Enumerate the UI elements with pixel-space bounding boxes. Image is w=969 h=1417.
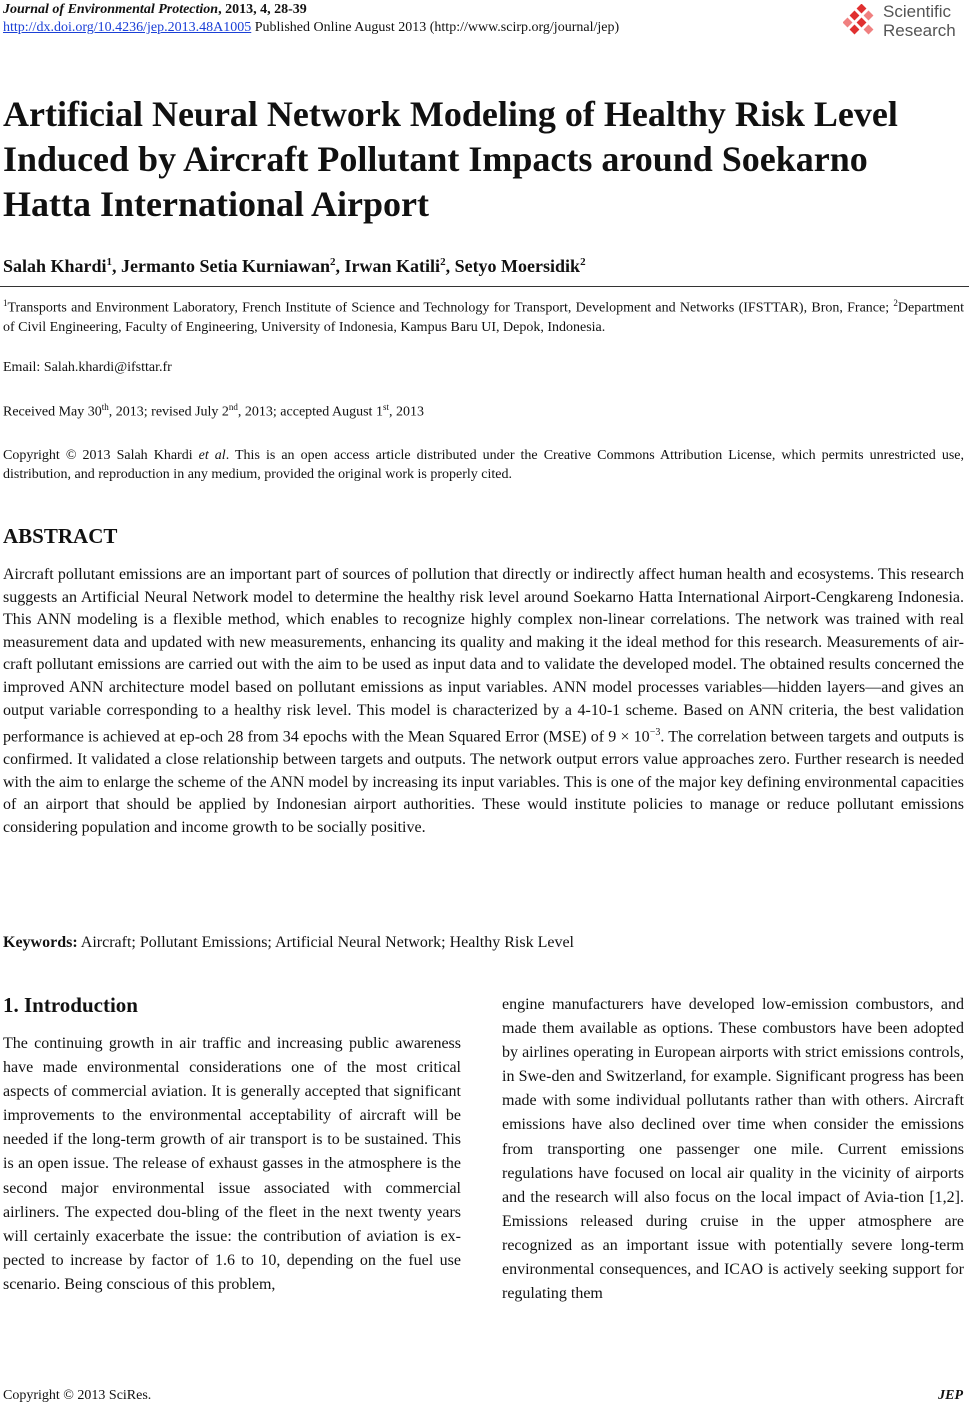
copyright-etal: et al <box>198 448 226 463</box>
abstract-text-b: . The correlation between targets and outputs is confirmed. It validated a close relationship between targets and outputs. The network output errors value approaches zero. Further research is needed with the aim to enlarge the scheme of the ANN model by increasing its input variables. This is one of the major key defining environmental capacities of an airport that should be applied by Indonesian airport authorities. These would institute policies to manage or reduce pollutant emissions considering population and income growth to be socially positive. <box>3 728 965 836</box>
doi-link[interactable]: http://dx.doi.org/10.4236/jep.2013.48A1005 <box>3 20 252 35</box>
keywords-text: Aircraft; Pollutant Emissions; Artificial Neural Network; Healthy Risk Level <box>77 934 574 951</box>
received-dates <box>3 402 424 421</box>
received-sup-b: nd <box>228 402 238 412</box>
journal-citation <box>3 2 307 18</box>
footer-copyright: Copyright © 2013 SciRes. <box>3 1388 152 1403</box>
received-sup-a: th <box>101 402 109 412</box>
affiliation-1: Transports and Environment Laboratory, French Institute of Science and Technology for Transport, Development and Networks (IFSTTAR), Bron, France; <box>7 300 894 316</box>
journal-volume: , 2013, 4, 28-39 <box>218 2 307 17</box>
copyright-text-b: . This is an open access article distributed under the Creative Commons Attribution License, which permits unrestricted use, distribution, and reproduction in any medium, provided the original work is properly cited. <box>3 448 964 482</box>
footer-journal-abbr: JEP <box>938 1388 963 1403</box>
copyright-notice <box>3 446 964 484</box>
paper-title: Artificial Neural Network Modeling of Healthy Risk Level Induced by Aircraft Pollutant Impacts around Soekarno Hatta International Airport <box>3 94 898 224</box>
received-sup-c: st <box>382 402 389 412</box>
scientific-research-logo-icon <box>843 4 877 38</box>
author-affiliation-mark: 2 <box>440 256 446 268</box>
intro-column-right: engine manufacturers have developed low-emission combustors, and made them available as options. These combustors have been adopted by airlines operating in European airports with strict emissions controls, in Swe-den and Switzerland, for example. Significant progress has been made with some individual pollutants rather than with others. Aircraft emissions have also declined over time when consider the emissions from transporting one passenger one mile. Current emissions regulations have focused on local air quality in the vicinity of airports and the research will also focus on the local impact of Avia-tion [1,2]. Emissions released during cruise in the upper atmosphere are recognized as an important issue with potentially severe long-term environmental consequences, and ICAO is actively seeking support for regulating them <box>502 996 964 1303</box>
section-heading-introduction: 1. Introduction <box>3 993 138 1017</box>
author-name: Salah Khardi <box>3 256 107 276</box>
intro-column-left: The continuing growth in air traffic and increasing public awareness have made environmental considerations one of the most critical aspects of commercial aviation. It is generally accepted that significant improvements to the environmental acceptability of aircraft will be needed if the long-term growth of air transport is to be sustained. This is an open issue. The release of exhaust gasses in the atmosphere is the second major environmental issue associated with commercial airliners. The expected dou-bling of the fleet in the next twenty years will certainly exacerbate the issue: the contribution of aviation is ex-pected to increase by factor of 1.6 to 10, depending on the fuel use scenario. Being conscious of this problem, <box>3 1035 461 1293</box>
author-separator: , <box>112 256 122 276</box>
logo-line-1: Scientific <box>883 2 952 21</box>
author-affiliation-mark: 2 <box>330 256 336 268</box>
keywords-label: Keywords: <box>3 934 78 951</box>
logo-wordmark <box>883 2 956 40</box>
copyright-text-a: Copyright © 2013 Salah Khardi <box>3 448 199 463</box>
affiliation-mark-2: 2 <box>893 298 898 308</box>
contact-email: Email: Salah.khardi@ifsttar.fr <box>3 360 172 375</box>
author-affiliation-mark: 2 <box>580 256 586 268</box>
logo-line-2: Research <box>883 21 956 40</box>
abstract-heading: ABSTRACT <box>3 524 118 548</box>
doi-line <box>3 20 619 36</box>
received-text-c: , 2013; accepted August 1 <box>237 404 383 420</box>
abstract-exponent: −3 <box>649 727 661 739</box>
received-text-b: , 2013; revised July 2 <box>108 404 229 420</box>
abstract-body <box>3 564 964 839</box>
affiliations <box>3 294 964 337</box>
affiliation-2: Department of Civil Engineering, Faculty of Engineering, University of Indonesia, Kampus Baru UI, Depok, Indonesia. <box>3 300 964 335</box>
abstract-text-a: Aircraft pollutant emissions are an important part of sources of pollution that directly or indirectly affect human health and ecosystems. This research suggests an Artificial Neural Network model to determine the healthy risk level around Soekarno Hatta International Airport-Cengkareng Indonesia. This ANN modeling is a flexible method, which enables to recognize highly complex non-linear correlations. The network was trained with real measurement data and updated with new measurements, enhancing its quality and making it the ideal method for this research. Measurements of air-craft pollutant emissions are carried out with the aim to be used as input data and to validate the developed model. The obtained results concerned the improved ANN architecture model based on pollutant emissions as input variables. ANN model processes variables—hidden layers—and gives an output variable corresponding to a healthy risk level. This model is characterized by a 4-10-1 scheme. Based on ANN criteria, the best validation performance is achieved at ep-och 28 from 34 epochs with the Mean Squared Error (MSE) of 9 × 10 <box>3 566 964 746</box>
author-separator: , <box>335 256 345 276</box>
keywords <box>3 934 574 952</box>
publisher-logo <box>843 2 963 42</box>
received-text-a: Received May 30 <box>3 404 102 420</box>
author-affiliation-mark: 1 <box>106 256 113 268</box>
author-name: Setyo Moersidik <box>454 256 581 276</box>
author-list <box>3 256 586 277</box>
author-name: Irwan Katili <box>344 256 441 276</box>
journal-title: Journal of Environmental Protection <box>3 2 219 17</box>
author-name: Jermanto Setia Kurniawan <box>121 256 331 276</box>
published-online: Published Online August 2013 (http://www.scirp.org/journal/jep) <box>251 20 620 35</box>
affiliation-mark-1: 1 <box>3 298 8 308</box>
divider <box>0 286 969 287</box>
author-separator: , <box>445 256 455 276</box>
received-text-d: , 2013 <box>388 404 424 420</box>
